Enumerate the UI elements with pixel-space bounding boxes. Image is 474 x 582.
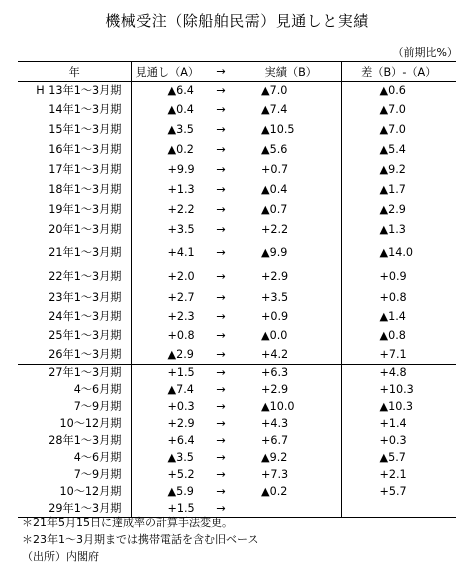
actual-cell: +0.7 [241, 161, 341, 181]
arrow-cell: → [216, 309, 226, 323]
table-row [18, 266, 456, 289]
table-row [18, 141, 456, 161]
header-forecast: 見通し（A） [131, 62, 201, 82]
actual-cell: ▲0.0 [241, 327, 341, 346]
year-cell: 26年1～3月期 [18, 346, 131, 365]
diff-cell [341, 501, 456, 518]
forecast-cell: +5.2 [167, 467, 195, 481]
year-cell: 21年1～3月期 [18, 241, 131, 266]
forecast-cell: +0.3 [167, 399, 195, 413]
actual-cell: +4.2 [241, 346, 341, 365]
arrow-cell: → [216, 433, 226, 447]
arrow-cell: → [216, 163, 226, 177]
table-row [18, 484, 456, 501]
diff-cell: ▲10.3 [379, 399, 414, 413]
diff-cell: ▲9.2 [379, 163, 406, 177]
year-cell: 4～6月期 [18, 382, 131, 399]
page-title: 機械受注（除船舶民需）見通しと実績 [105, 12, 369, 30]
arrow-cell: → [216, 203, 226, 217]
table-row [18, 121, 456, 141]
actual-cell: +2.9 [241, 382, 341, 399]
year-cell: 20年1～3月期 [18, 221, 131, 241]
forecast-cell: +2.2 [167, 203, 195, 217]
diff-cell: +0.3 [379, 433, 407, 447]
actual-cell: +2.2 [241, 221, 341, 241]
table-row [18, 450, 456, 467]
unit-label: （前期比%） [392, 46, 458, 59]
header-year: 年 [18, 62, 131, 82]
actual-cell: ▲9.2 [241, 450, 341, 467]
forecast-cell: ▲3.5 [167, 123, 194, 137]
diff-cell: +0.9 [379, 269, 407, 283]
diff-cell: ▲14.0 [379, 245, 414, 259]
actual-cell: ▲7.4 [241, 101, 341, 121]
arrow-cell: → [216, 269, 226, 283]
diff-cell: ▲0.8 [379, 328, 406, 342]
header-arrow: → [201, 62, 241, 82]
table-header-row [18, 62, 456, 82]
forecast-cell: +2.9 [167, 416, 195, 430]
year-cell: 22年1～3月期 [18, 266, 131, 289]
year-cell: 27年1～3月期 [18, 365, 131, 382]
year-cell: 19年1～3月期 [18, 201, 131, 221]
diff-cell: ▲1.3 [379, 223, 406, 237]
table-row [18, 181, 456, 201]
actual-cell: +4.3 [241, 416, 341, 433]
table-row [18, 399, 456, 416]
forecast-cell: ▲0.4 [167, 103, 194, 117]
diff-cell: +2.1 [379, 467, 407, 481]
arrow-cell: → [216, 84, 226, 98]
actual-cell: ▲0.2 [241, 484, 341, 501]
actual-cell: ▲10.0 [241, 399, 341, 416]
table-row [18, 327, 456, 346]
year-cell: 10～12月期 [18, 416, 131, 433]
diff-cell: ▲2.9 [379, 203, 406, 217]
actual-cell: ▲0.4 [241, 181, 341, 201]
actual-cell: +3.5 [241, 289, 341, 308]
year-cell: 29年1～3月期 [18, 501, 131, 518]
diff-cell: +1.4 [379, 416, 407, 430]
actual-cell: ▲5.6 [241, 141, 341, 161]
actual-cell: ▲7.0 [241, 82, 341, 101]
year-cell: 4～6月期 [18, 450, 131, 467]
year-cell: 7～9月期 [18, 467, 131, 484]
actual-cell: +2.9 [241, 266, 341, 289]
arrow-cell: → [216, 328, 226, 342]
table-row [18, 161, 456, 181]
forecast-cell: +1.5 [167, 501, 195, 515]
forecast-cell: ▲5.9 [167, 484, 194, 498]
actual-cell: +6.7 [241, 433, 341, 450]
year-cell: 16年1～3月期 [18, 141, 131, 161]
diff-cell: ▲0.6 [379, 84, 406, 98]
year-cell: 10～12月期 [18, 484, 131, 501]
forecast-cell: +6.4 [167, 433, 195, 447]
forecast-cell: ▲0.2 [167, 143, 194, 157]
source-note: （出所）内閣府 [22, 550, 99, 563]
arrow-cell: → [216, 366, 226, 380]
arrow-cell: → [216, 484, 226, 498]
table-row [18, 382, 456, 399]
year-cell: 7～9月期 [18, 399, 131, 416]
year-cell: H 13年1～3月期 [18, 82, 131, 101]
arrow-cell: → [216, 450, 226, 464]
year-cell: 23年1～3月期 [18, 289, 131, 308]
arrow-cell: → [216, 290, 226, 304]
year-cell: 15年1～3月期 [18, 121, 131, 141]
actual-cell: ▲9.9 [241, 241, 341, 266]
arrow-cell: → [216, 183, 226, 197]
arrow-cell: → [216, 223, 226, 237]
year-cell: 17年1～3月期 [18, 161, 131, 181]
arrow-cell: → [216, 399, 226, 413]
diff-cell: ▲5.7 [379, 450, 406, 464]
forecast-cell: +1.5 [167, 366, 195, 380]
diff-cell: +10.3 [379, 382, 414, 396]
table-row [18, 467, 456, 484]
arrow-cell: → [216, 123, 226, 137]
arrow-cell: → [216, 245, 226, 259]
table-row [18, 221, 456, 241]
forecast-cell: +3.5 [167, 223, 195, 237]
forecast-cell: +9.9 [167, 163, 195, 177]
footnotes [22, 514, 258, 565]
forecast-cell: +2.3 [167, 309, 195, 323]
table-row [18, 308, 456, 327]
forecast-cell: ▲6.4 [167, 84, 194, 98]
diff-cell: ▲7.0 [379, 123, 406, 137]
table-row [18, 289, 456, 308]
year-cell: 25年1～3月期 [18, 327, 131, 346]
forecast-cell: +2.7 [167, 290, 195, 304]
header-diff: 差（B）-（A） [341, 62, 456, 82]
arrow-cell: → [216, 467, 226, 481]
table-row [18, 365, 456, 382]
diff-cell: ▲5.4 [379, 143, 406, 157]
diff-cell: ▲1.4 [379, 309, 406, 323]
diff-cell: ▲7.0 [379, 103, 406, 117]
table-row [18, 433, 456, 450]
forecast-cell: +2.0 [167, 269, 195, 283]
table-row [18, 346, 456, 365]
diff-cell: +5.7 [379, 484, 407, 498]
forecast-vs-actual-table [18, 61, 456, 518]
actual-cell: +6.3 [241, 365, 341, 382]
diff-cell: +7.1 [341, 346, 456, 365]
header-actual: 実績（B） [241, 62, 341, 82]
actual-cell: +0.9 [241, 308, 341, 327]
footnote-2: ＊23年1～3月期までは携帯電話を含む旧ベース [22, 533, 259, 546]
actual-cell: ▲10.5 [241, 121, 341, 141]
arrow-cell: → [201, 346, 241, 365]
table-row [18, 82, 456, 101]
diff-cell: +0.8 [379, 290, 407, 304]
table-row [18, 201, 456, 221]
year-cell: 18年1～3月期 [18, 181, 131, 201]
arrow-cell: → [216, 501, 226, 515]
actual-cell: +7.3 [241, 467, 341, 484]
arrow-cell: → [216, 416, 226, 430]
diff-cell: ▲1.7 [379, 183, 406, 197]
forecast-cell: +0.8 [167, 328, 195, 342]
table-row [18, 241, 456, 266]
year-cell: 14年1～3月期 [18, 101, 131, 121]
forecast-cell: ▲7.4 [167, 382, 194, 396]
arrow-cell: → [216, 382, 226, 396]
arrow-cell: → [216, 143, 226, 157]
forecast-cell: ▲2.9 [131, 346, 201, 365]
footnote-1: ＊21年5月15日に達成率の計算手法変更。 [22, 516, 233, 529]
year-cell: 24年1～3月期 [18, 308, 131, 327]
forecast-cell: +4.1 [167, 245, 195, 259]
actual-cell: ▲0.7 [241, 201, 341, 221]
table-row [18, 416, 456, 433]
table-row [18, 101, 456, 121]
forecast-cell: ▲3.5 [167, 450, 194, 464]
year-cell: 28年1～3月期 [18, 433, 131, 450]
forecast-cell: +1.3 [167, 183, 195, 197]
arrow-cell: → [216, 103, 226, 117]
diff-cell: +4.8 [379, 366, 407, 380]
